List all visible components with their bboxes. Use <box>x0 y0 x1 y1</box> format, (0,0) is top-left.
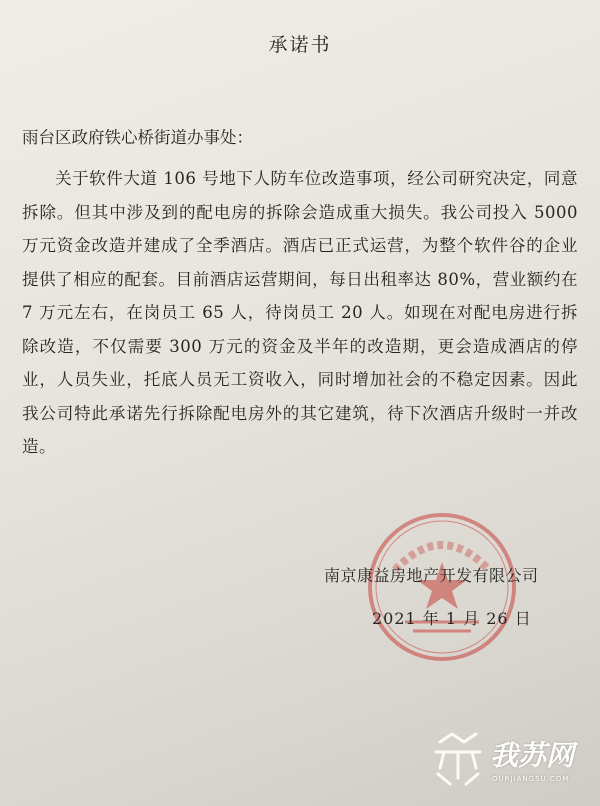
signature-company: 南京康益房地产开发有限公司 <box>324 566 539 585</box>
addressee: 雨台区政府铁心桥街道办事处： <box>22 128 253 147</box>
body-paragraph: 关于软件大道 106 号地下人防车位改造事项，经公司研究决定，同意拆除。但其中涉及到的配电房的拆除会造成重大损失。我公司投入 5000 万元资金改造并建成了全季酒店。酒店已正式运营，为整个软件谷的企业提供了相应的配套。目前酒店运营期间，每日出租率达 80%，营业额约在 7 万元左右，在岗员工 65 人，待岗员工 20 人。如现在对配电房进行拆除改造，不仅需要 300 万元的资金及半年的改造期，更会造成酒店的停业，人员失业，托底人员无工资收入，同时增加社会的不稳定因素。因此我公司特此承诺先行拆除配电房外的其它建筑，待下次酒店升级时一并改造。 <box>22 169 578 456</box>
site-watermark <box>430 728 595 798</box>
document-body <box>22 162 578 464</box>
watermark-domain: OURJIANGSU.COM <box>492 775 570 783</box>
ourjiangsu-logo-icon <box>430 728 486 788</box>
watermark-name: 我苏网 <box>490 739 575 772</box>
company-seal-stamp <box>365 510 520 665</box>
document-title: 承诺书 <box>268 34 332 56</box>
signature-date: 2021 年 1 月 26 日 <box>372 609 532 628</box>
